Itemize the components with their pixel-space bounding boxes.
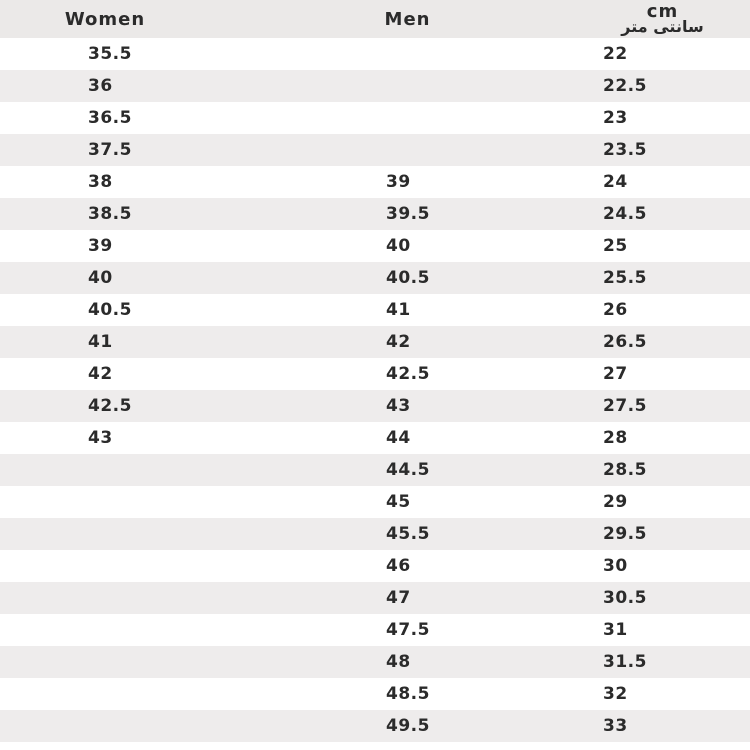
cell-men-size: 44.5 — [290, 454, 545, 486]
cell-men-size — [290, 70, 545, 102]
cell-men-size: 45.5 — [290, 518, 545, 550]
table-row — [0, 70, 750, 102]
cell-men-size: 47.5 — [290, 614, 545, 646]
cell-cm-length: 23.5 — [545, 134, 750, 166]
cell-cm-length: 28 — [545, 422, 750, 454]
cell-women-size — [0, 486, 290, 518]
column-header-cm-english: cm — [646, 1, 679, 22]
column-header-cm — [545, 0, 750, 38]
cell-men-size: 49.5 — [290, 710, 545, 742]
cell-cm-length: 32 — [545, 678, 750, 710]
cell-men-size: 46 — [290, 550, 545, 582]
column-header-men: Men — [290, 0, 545, 38]
cell-cm-length: 27.5 — [545, 390, 750, 422]
cell-men-size: 47 — [290, 582, 545, 614]
table-row — [0, 486, 750, 518]
cell-men-size: 42 — [290, 326, 545, 358]
table-row — [0, 614, 750, 646]
cell-women-size: 38.5 — [0, 198, 290, 230]
cell-women-size — [0, 550, 290, 582]
table-row — [0, 678, 750, 710]
cell-women-size: 38 — [0, 166, 290, 198]
cell-men-size: 45 — [290, 486, 545, 518]
table-body — [0, 38, 750, 742]
column-header-cm-persian: سانتی متر — [621, 17, 704, 36]
table-row — [0, 198, 750, 230]
cell-women-size — [0, 614, 290, 646]
cell-women-size: 36 — [0, 70, 290, 102]
cell-cm-length: 22.5 — [545, 70, 750, 102]
table-row — [0, 102, 750, 134]
table-row — [0, 38, 750, 70]
cell-women-size: 35.5 — [0, 38, 290, 70]
table-row — [0, 550, 750, 582]
cell-cm-length: 26.5 — [545, 326, 750, 358]
table-row — [0, 262, 750, 294]
table-row — [0, 646, 750, 678]
cell-cm-length: 26 — [545, 294, 750, 326]
cell-women-size — [0, 518, 290, 550]
cell-cm-length: 29 — [545, 486, 750, 518]
cell-cm-length: 31.5 — [545, 646, 750, 678]
cell-cm-length: 29.5 — [545, 518, 750, 550]
cell-men-size — [290, 134, 545, 166]
cell-women-size — [0, 678, 290, 710]
cell-women-size — [0, 582, 290, 614]
table-row — [0, 326, 750, 358]
cell-men-size — [290, 102, 545, 134]
cell-women-size: 40.5 — [0, 294, 290, 326]
cell-women-size — [0, 646, 290, 678]
cell-men-size: 40 — [290, 230, 545, 262]
table-row — [0, 294, 750, 326]
cell-men-size: 39 — [290, 166, 545, 198]
cell-women-size: 37.5 — [0, 134, 290, 166]
cell-women-size: 43 — [0, 422, 290, 454]
cell-women-size: 40 — [0, 262, 290, 294]
cell-men-size: 44 — [290, 422, 545, 454]
cell-cm-length: 24.5 — [545, 198, 750, 230]
table-row — [0, 134, 750, 166]
cell-women-size: 36.5 — [0, 102, 290, 134]
cell-cm-length: 30.5 — [545, 582, 750, 614]
cell-cm-length: 24 — [545, 166, 750, 198]
cell-men-size: 41 — [290, 294, 545, 326]
cell-cm-length: 22 — [545, 38, 750, 70]
cell-cm-length: 28.5 — [545, 454, 750, 486]
table-row — [0, 454, 750, 486]
cell-men-size: 43 — [290, 390, 545, 422]
cell-women-size: 39 — [0, 230, 290, 262]
table-row — [0, 422, 750, 454]
table-row — [0, 358, 750, 390]
cell-women-size: 41 — [0, 326, 290, 358]
cell-women-size: 42 — [0, 358, 290, 390]
cell-men-size — [290, 38, 545, 70]
table-row — [0, 710, 750, 742]
cell-men-size: 42.5 — [290, 358, 545, 390]
cell-cm-length: 30 — [545, 550, 750, 582]
table-row — [0, 390, 750, 422]
cell-women-size — [0, 454, 290, 486]
cell-women-size — [0, 710, 290, 742]
cell-cm-length: 25.5 — [545, 262, 750, 294]
header-row — [0, 0, 750, 38]
table-row — [0, 230, 750, 262]
cell-cm-length: 27 — [545, 358, 750, 390]
table-row — [0, 166, 750, 198]
column-header-women: Women — [0, 0, 290, 38]
cell-cm-length: 31 — [545, 614, 750, 646]
cell-cm-length: 25 — [545, 230, 750, 262]
table-row — [0, 582, 750, 614]
cell-men-size: 39.5 — [290, 198, 545, 230]
cell-men-size: 40.5 — [290, 262, 545, 294]
cell-cm-length: 23 — [545, 102, 750, 134]
cell-cm-length: 33 — [545, 710, 750, 742]
cell-women-size: 42.5 — [0, 390, 290, 422]
cell-men-size: 48.5 — [290, 678, 545, 710]
table-row — [0, 518, 750, 550]
table-header — [0, 0, 750, 38]
cell-men-size: 48 — [290, 646, 545, 678]
